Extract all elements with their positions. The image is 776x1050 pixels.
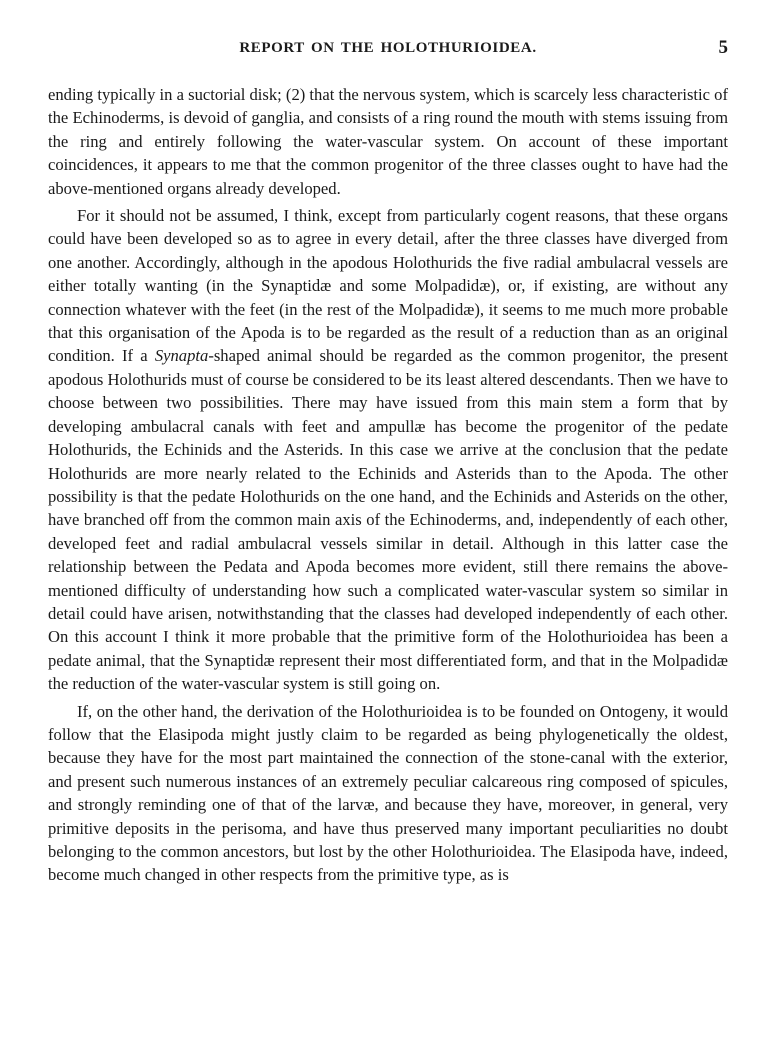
paragraph-ontogeny: If, on the other hand, the derivation of the Holothurioidea is to be founded on Ontogeny, it would follow that the Elasipoda might justly claim to be regarded as being phylogenetically the oldest, because they have for the most part maintained the connection of the stone-canal with the exterior, and present such numerous instances of an extremely peculiar calcareous ring composed of spicules, and strongly reminding one of that of the larvæ, and because they have, moreover, in general, very primitive deposits in the perisoma, and have thus preserved many important peculiarities no doubt belonging to the common ancestors, but lost by the other Holothurioidea. The Elasipoda have, indeed, become much changed in other respects from the primitive type, as is bbox=[48, 701, 728, 885]
paragraph-text-before-italic: For it should not be assumed, I think, except from particularly cogent reasons, that these organs could have been developed so as to agree in every detail, after the three classes have diverged from one another. Accordingly, although in the apodous Holothurids the five radial ambulacral vessels are either totally wanting (in the Synaptidæ and some Molpadidæ), or, if existing, are without any connection whatever with the feet (in the rest of the Molpadidæ), it seems to me much more probable that this organisation of the Apoda is to be regarded as the result of a reduction than as an original condition. If a bbox=[48, 206, 728, 366]
running-title: REPORT ON THE HOLOTHURIOIDEA. bbox=[239, 40, 537, 56]
paragraph-text-after-italic: -shaped animal should be regarded as the common progenitor, the present apodous Holothurids must of course be considered to be its least altered descendants. Then we have to choose between two possibilities. There may have issued from this main stem a form that by developing ambulacral canals with feet and ampullæ has become the progenitor of the pedate Holothurids, the Echinids and the Asterids. In this case we arrive at the conclusion that the pedate Holothurids are more nearly related to the Echinids and Asterids than to the Apoda. The other possibility is that the pedate Holothurids on the one hand, and the Echinids and Asterids on the other, have branched off from the common main axis of the Echinoderms, and, independently of each other, developed feet and radial ambulacral vessels similar in detail. Although in this latter case the relationship between the Pedata and Apoda becomes more evident, still there remains the above-mentioned difficulty of understanding how such a complicated water-vascular system so similar in detail could have arisen, notwithstanding that the classes had developed independently of each other. On this account I think it more probable that the primitive form of the Holothurioidea has been a pedate animal, that the Synaptidæ represent their most differentiated form, and that in the Molpadidæ the reduction of the water-vascular system is still going on. bbox=[48, 346, 728, 694]
body-text bbox=[48, 83, 728, 887]
page-number: 5 bbox=[718, 37, 728, 58]
paragraph-continuation: ending typically in a suctorial disk; (2) that the nervous system, which is scarcely less characteristic of the Echinoderms, is devoid of ganglia, and consists of a ring round the mouth with stems issuing from the ring and entirely following the water-vascular system. On account of these important coincidences, it appears to me that the common progenitor of the three classes ought to have had the above-mentioned organs already developed. bbox=[48, 85, 728, 198]
paragraph-ancestry-argument bbox=[48, 204, 728, 696]
genus-name-italic: Synapta bbox=[154, 346, 209, 366]
running-header bbox=[48, 37, 728, 64]
